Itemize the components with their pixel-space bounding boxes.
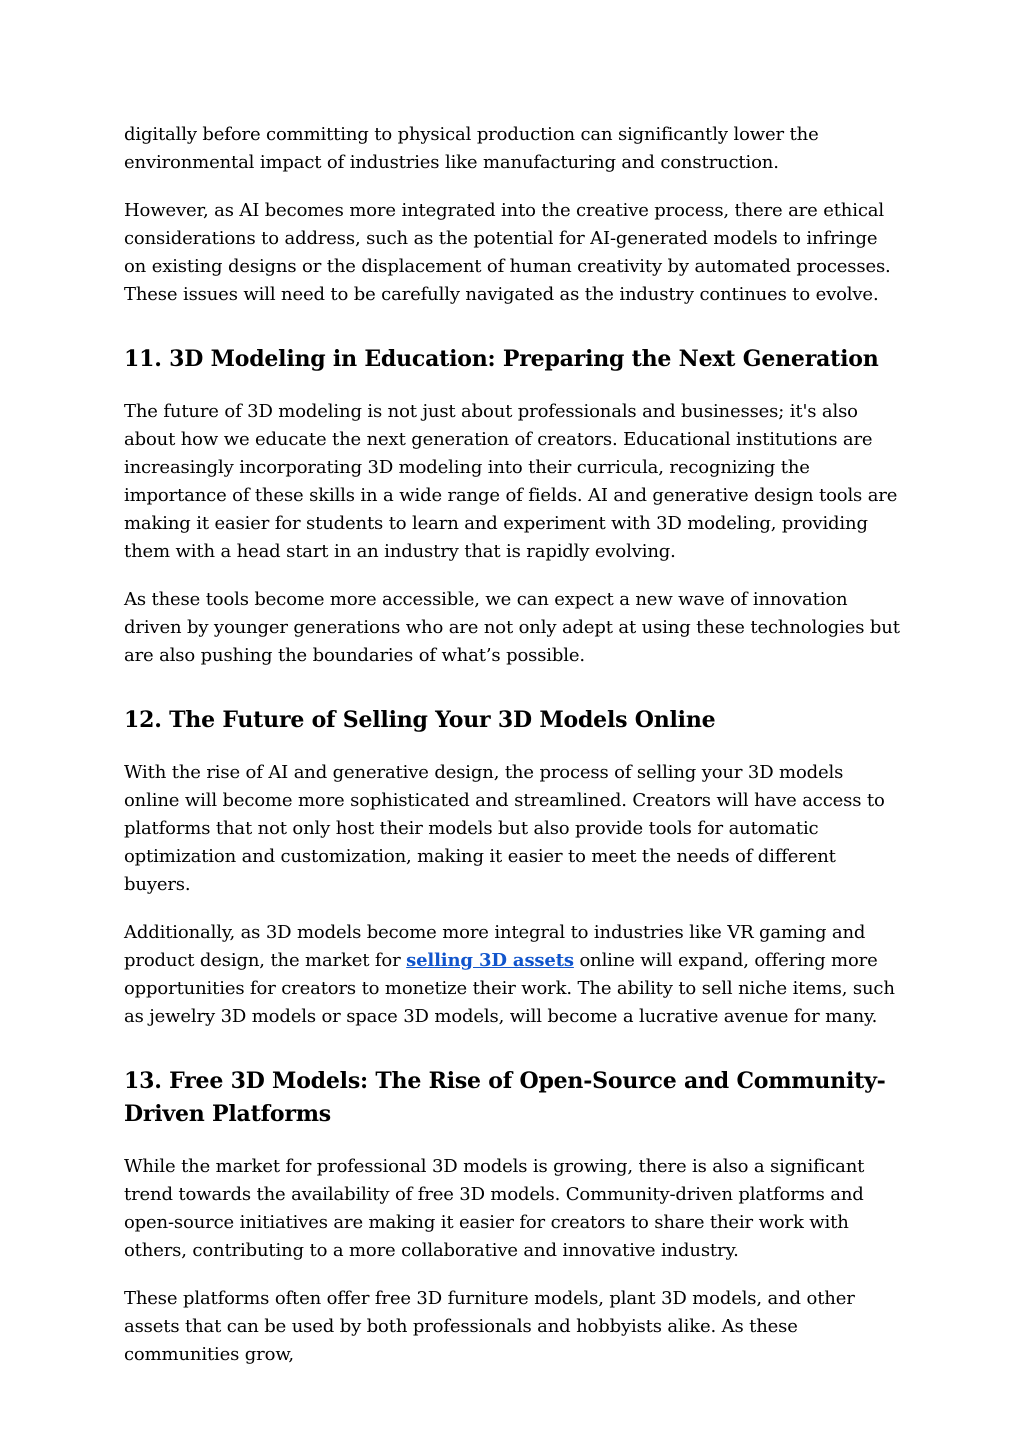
paragraph-selling-online: With the rise of AI and generative design, the process of selling your 3D models online will become more sophisticated and streamlined. Creators will have access to platforms that not only host their models but also provide tools for automatic optimization and customization, making it easier to meet the needs of different buyers. bbox=[124, 762, 885, 895]
paragraph-education-future: The future of 3D modeling is not just about professionals and businesses; it's also about how we educate the next generation of creators. Educational institutions are increasingly incorporating 3D modeling into their curricula, recognizing the importance of these skills in a wide range of fields. AI and generative design tools are making it easier for students to learn and experiment with 3D modeling, providing them with a head start in an industry that is rapidly evolving. bbox=[124, 401, 898, 562]
paragraph-text-before-link: Additionally, as 3D models become more integral to industries like VR gaming and product design, the market for bbox=[124, 922, 866, 971]
paragraph-free-models: While the market for professional 3D models is growing, there is also a significant trend towards the availability of free 3D models. Community-driven platforms and open-source initiatives are making it easier for creators to share their work with others, contributing to a more collaborative and innovative industry. bbox=[124, 1156, 865, 1261]
paragraph-platforms-assets: These platforms often offer free 3D furniture models, plant 3D models, and other assets that can be used by both professionals and hobbyists alike. As these communities grow, bbox=[124, 1288, 855, 1365]
heading-section-13: 13. Free 3D Models: The Rise of Open-Source and Community-Driven Platforms bbox=[124, 1068, 886, 1127]
heading-section-11: 11. 3D Modeling in Education: Preparing the Next Generation bbox=[124, 346, 879, 372]
paragraph-text-after-link: online will expand, offering more opportunities for creators to monetize their work. The ability to sell niche items, such as jewelry 3D models or space 3D models, will become a lucrative avenue for many. bbox=[124, 950, 895, 1027]
selling-3d-assets-link[interactable]: selling 3D assets bbox=[406, 950, 574, 971]
paragraph-market-expansion bbox=[124, 919, 904, 1031]
paragraph-ethical-considerations: However, as AI becomes more integrated into the creative process, there are ethical considerations to address, such as the potential for AI-generated models to infringe on existing designs or the displacement of human creativity by automated processes. These issues will need to be carefully navigated as the industry continues to evolve. bbox=[124, 200, 891, 305]
document-page bbox=[124, 121, 904, 1389]
heading-section-12: 12. The Future of Selling Your 3D Models Online bbox=[124, 707, 716, 733]
paragraph-environmental-impact: digitally before committing to physical production can significantly lower the environmental impact of industries like manufacturing and construction. bbox=[124, 124, 819, 173]
paragraph-accessible-tools: As these tools become more accessible, we can expect a new wave of innovation driven by younger generations who are not only adept at using these technologies but are also pushing the boundaries of what’s possible. bbox=[124, 589, 900, 666]
